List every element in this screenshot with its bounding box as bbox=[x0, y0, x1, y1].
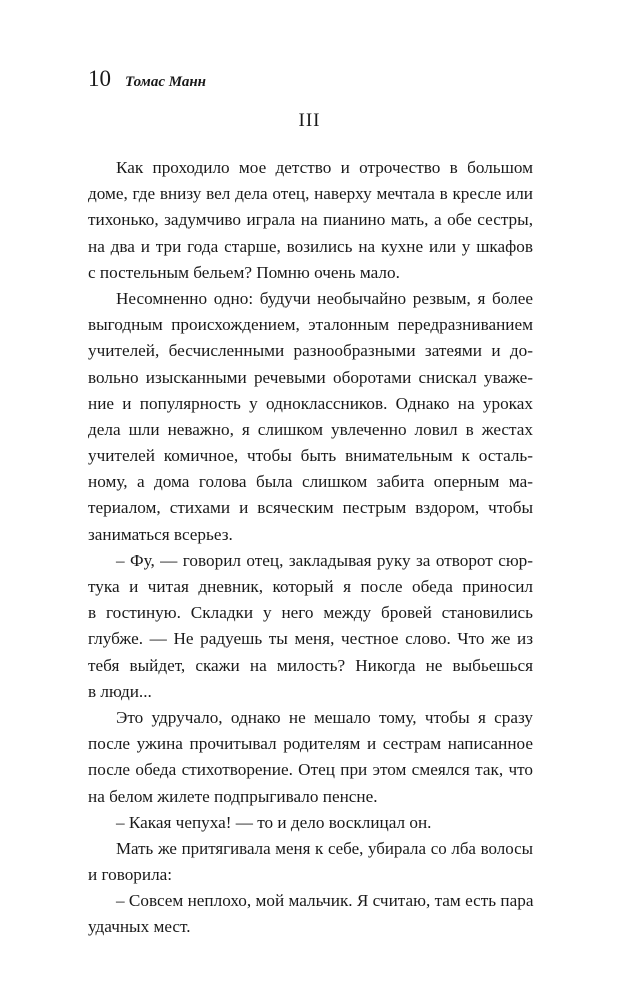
text-line: ние и популярность у одноклассников. Однако на уроках bbox=[88, 393, 533, 413]
text-line: с постельным бельем? Помню очень мало. bbox=[88, 262, 400, 282]
text-line: Это удручало, однако не мешало тому, чтобы я сразу bbox=[116, 707, 533, 727]
text-line: тука и читая дневник, который я после обеда приносил bbox=[88, 577, 533, 596]
text-line: в люди... bbox=[88, 681, 152, 701]
running-head bbox=[88, 66, 206, 92]
text-line: Мать же притягивала меня к себе, убирала со лба волосы bbox=[116, 838, 533, 858]
text-line: териалом, стихами и всяческим пестрым вздором, чтобы bbox=[88, 498, 533, 518]
text-line: на два и три года старше, возились на кухне или у шкафов bbox=[88, 236, 533, 256]
text-line: после обеда стихотворение. Отец при этом смеялся так, что bbox=[88, 760, 533, 780]
chapter-number: III bbox=[298, 110, 321, 131]
page-number: 10 bbox=[88, 66, 111, 91]
running-title: Томас Манн bbox=[125, 74, 207, 90]
text-line: вольно изысканными речевыми оборотами снискал уваже- bbox=[88, 367, 533, 387]
text-line: Несомненно одно: будучи необычайно резвым, я более bbox=[116, 288, 533, 308]
text-line: удачных мест. bbox=[88, 917, 191, 937]
text-line: после ужина прочитывал родителям и сестрам написанное bbox=[88, 734, 533, 754]
text-line: дела шли неважно, я слишком увлеченно ловил в жестах bbox=[88, 419, 533, 439]
text-line: глубже. — Не радуешь ты меня, честное слово. Что же из bbox=[88, 629, 533, 649]
text-line: Как проходило мое детство и отрочество в большом bbox=[116, 158, 533, 177]
text-line: – Фу, — говорил отец, закладывая руку за отворот сюр- bbox=[116, 550, 533, 570]
text-line: учителей, бесчисленными разнообразными затеями и до- bbox=[88, 341, 533, 361]
text-line: – Совсем неплохо, мой мальчик. Я считаю, там есть пара bbox=[116, 891, 534, 911]
text-line: на белом жилете подпрыгивало пенсне. bbox=[88, 786, 378, 806]
text-line: заниматься всерьез. bbox=[88, 524, 233, 544]
text-line: выгодным происхождением, эталонным передразниванием bbox=[88, 315, 533, 335]
text-line: ному, а дома голова была слишком забита оперным ма- bbox=[88, 472, 533, 492]
body-text bbox=[88, 155, 533, 941]
text-line: в гостиную. Складки у него между бровей становились bbox=[88, 603, 533, 623]
text-line: учителей комичное, чтобы быть внимательным к осталь- bbox=[88, 446, 533, 466]
text-line: тебя выйдет, скажи на милость? Никогда не выбьешься bbox=[88, 655, 533, 675]
text-line: и говорила: bbox=[88, 865, 173, 885]
text-line: – Какая чепуха! — то и дело восклицал он. bbox=[116, 812, 432, 832]
text-line: тихонько, задумчиво играла на пианино мать, а обе сестры, bbox=[88, 210, 533, 230]
text-line: доме, где внизу вел дела отец, наверху мечтала в кресле или bbox=[88, 184, 533, 204]
